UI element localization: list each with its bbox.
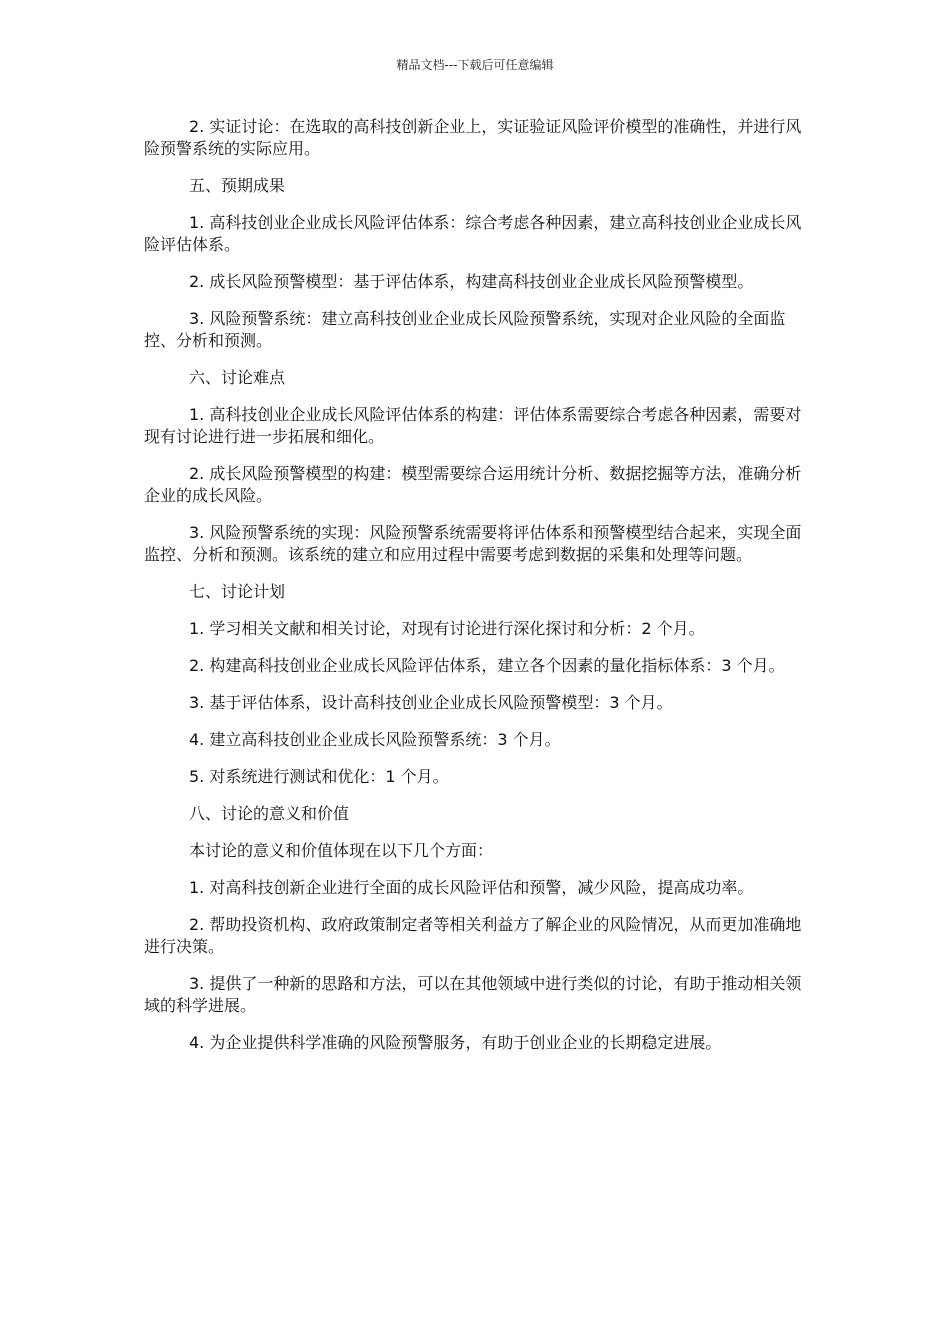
page-header: 精品文档---下载后可任意编辑 bbox=[396, 58, 554, 72]
document-body bbox=[144, 116, 808, 1069]
paragraph: 1. 高科技创业企业成长风险评估体系的构建：评估体系需要综合考虑各种因素，需要对现有讨论进行进一步拓展和细化。 bbox=[144, 405, 802, 446]
paragraph: 4. 建立高科技创业企业成长风险预警系统：3 个月。 bbox=[189, 730, 561, 749]
paragraph: 3. 提供了一种新的思路和方法，可以在其他领域中进行类似的讨论，有助于推动相关领域的科学进展。 bbox=[144, 974, 802, 1015]
paragraph: 3. 基于评估体系，设计高科技创业企业成长风险预警模型：3 个月。 bbox=[189, 693, 673, 712]
paragraph: 2. 实证讨论：在选取的高科技创新企业上，实证验证风险评价模型的准确性，并进行风险预警系统的实际应用。 bbox=[144, 117, 802, 158]
section-heading: 六、讨论难点 bbox=[189, 368, 286, 387]
paragraph: 3. 风险预警系统的实现：风险预警系统需要将评估体系和预警模型结合起来，实现全面监控、分析和预测。该系统的建立和应用过程中需要考虑到数据的采集和处理等问题。 bbox=[144, 523, 802, 564]
paragraph: 1. 高科技创业企业成长风险评估体系：综合考虑各种因素，建立高科技创业企业成长风险评估体系。 bbox=[144, 213, 802, 254]
section-heading: 八、讨论的意义和价值 bbox=[189, 804, 350, 823]
paragraph: 1. 学习相关文献和相关讨论，对现有讨论进行深化探讨和分析：2 个月。 bbox=[189, 619, 705, 638]
section-heading: 五、预期成果 bbox=[189, 176, 286, 195]
paragraph: 2. 构建高科技创业企业成长风险评估体系，建立各个因素的量化指标体系：3 个月。 bbox=[189, 656, 785, 675]
paragraph: 2. 成长风险预警模型：基于评估体系，构建高科技创业企业成长风险预警模型。 bbox=[189, 272, 754, 291]
paragraph: 5. 对系统进行测试和优化：1 个月。 bbox=[189, 767, 449, 786]
paragraph: 2. 成长风险预警模型的构建：模型需要综合运用统计分析、数据挖掘等方法，准确分析企业的成长风险。 bbox=[144, 464, 802, 505]
section-heading: 七、讨论计划 bbox=[189, 582, 286, 601]
paragraph: 本讨论的意义和价值体现在以下几个方面： bbox=[189, 841, 494, 860]
paragraph: 2. 帮助投资机构、政府政策制定者等相关利益方了解企业的风险情况，从而更加准确地进行决策。 bbox=[144, 915, 802, 956]
paragraph: 3. 风险预警系统：建立高科技创业企业成长风险预警系统，实现对企业风险的全面监控、分析和预测。 bbox=[144, 309, 786, 350]
paragraph: 1. 对高科技创新企业进行全面的成长风险评估和预警，减少风险，提高成功率。 bbox=[189, 878, 754, 897]
paragraph: 4. 为企业提供科学准确的风险预警服务，有助于创业企业的长期稳定进展。 bbox=[189, 1033, 722, 1052]
